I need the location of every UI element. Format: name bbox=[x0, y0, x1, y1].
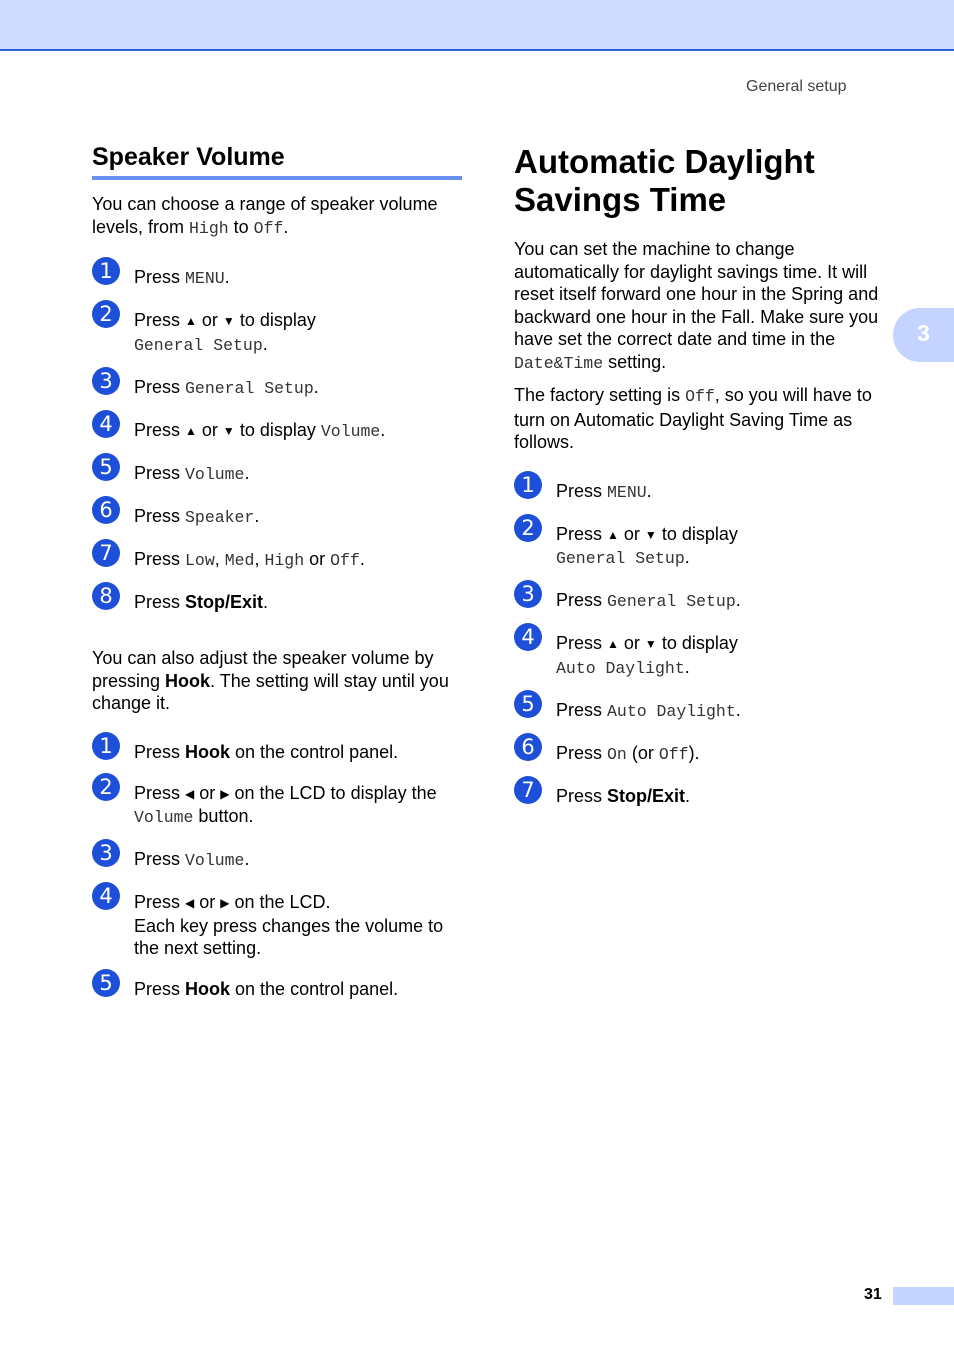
speaker-volume-section bbox=[92, 143, 462, 1019]
step-number-icon: 5 bbox=[92, 453, 120, 481]
right-arrow-icon: ▶ bbox=[220, 786, 230, 801]
chapter-tab: 3 bbox=[893, 308, 954, 362]
speaker-volume-intro: You can choose a range of speaker volume levels, from High to Off. bbox=[92, 194, 438, 238]
up-arrow-icon: ▲ bbox=[607, 527, 619, 542]
step-number-icon: 2 bbox=[514, 514, 542, 542]
down-arrow-icon: ▼ bbox=[644, 637, 657, 651]
step-number-icon: 1 bbox=[514, 471, 542, 499]
step-item: 7 Press Low, Med, High or Off. bbox=[92, 548, 462, 573]
page-number-tab bbox=[893, 1287, 954, 1305]
step-item: 5 Press Hook on the control panel. bbox=[92, 978, 462, 1001]
step-number-icon: 6 bbox=[514, 733, 542, 761]
step-item: 4 Press ◀ or ▶ on the LCD. Each key press changes the volume to the next setting. bbox=[92, 891, 462, 960]
step-number-icon: 3 bbox=[92, 839, 120, 867]
step-item: 3 Press General Setup. bbox=[92, 376, 462, 401]
step-number-icon: 1 bbox=[92, 732, 120, 760]
step-number-icon: 2 bbox=[92, 300, 120, 328]
step-item: 2 Press ▲ or ▼ to display General Setup. bbox=[514, 523, 882, 571]
step-number-icon: 2 bbox=[92, 773, 120, 801]
up-arrow-icon: ▲ bbox=[607, 637, 619, 651]
step-item: 4 Press ▲ or ▼ to display Auto Daylight. bbox=[514, 632, 882, 680]
page-number: 31 bbox=[864, 1286, 882, 1303]
daylight-intro: You can set the machine to change automatically for daylight savings time. It will reset itself forward one hour in the Spring and backward one hour in the Fall. Make sure you have set the correct date and time in the Date&Time setting. bbox=[514, 239, 879, 373]
running-header: General setup bbox=[746, 78, 847, 95]
step-item: 8 Press Stop/Exit. bbox=[92, 591, 462, 614]
step-item: 1 Press Hook on the control panel. bbox=[92, 741, 462, 764]
down-arrow-icon: ▼ bbox=[644, 527, 657, 542]
left-arrow-icon: ◀ bbox=[185, 896, 195, 910]
step-item: 6 Press Speaker. bbox=[92, 505, 462, 530]
daylight-factory-note: The factory setting is Off, so you will have to turn on Automatic Daylight Saving Time as follows. bbox=[514, 385, 872, 452]
step-number-icon: 8 bbox=[92, 582, 120, 610]
step-item: 5 Press Auto Daylight. bbox=[514, 699, 882, 724]
step-number-icon: 7 bbox=[92, 539, 120, 567]
step-item: 7 Press Stop/Exit. bbox=[514, 785, 882, 808]
step-number-icon: 3 bbox=[514, 580, 542, 608]
step-item: 1 Press MENU. bbox=[92, 266, 462, 291]
step-item: 2 Press ◀ or ▶ on the LCD to display the Volume button. bbox=[92, 782, 462, 830]
step-item: 5 Press Volume. bbox=[92, 462, 462, 487]
speaker-volume-heading: Speaker Volume bbox=[92, 143, 462, 180]
step-number-icon: 4 bbox=[92, 882, 120, 910]
hook-intro: You can also adjust the speaker volume by pressing Hook. The setting will stay until you change it. bbox=[92, 648, 449, 713]
daylight-savings-section bbox=[514, 143, 882, 826]
step-number-icon: 6 bbox=[92, 496, 120, 524]
step-number-icon: 5 bbox=[514, 690, 542, 718]
left-arrow-icon: ◀ bbox=[185, 786, 195, 801]
step-item: 2 Press ▲ or ▼ to display General Setup. bbox=[92, 309, 462, 357]
step-number-icon: 1 bbox=[92, 257, 120, 285]
step-item: 6 Press On (or Off). bbox=[514, 742, 882, 767]
step-number-icon: 3 bbox=[92, 367, 120, 395]
step-number-icon: 5 bbox=[92, 969, 120, 997]
step-item: 3 Press Volume. bbox=[92, 848, 462, 873]
step-item: 4 Press ▲ or ▼ to display Volume. bbox=[92, 419, 462, 444]
step-item: 3 Press General Setup. bbox=[514, 589, 882, 614]
step-number-icon: 7 bbox=[514, 776, 542, 804]
down-arrow-icon: ▼ bbox=[222, 314, 235, 328]
daylight-steps bbox=[514, 472, 882, 808]
hook-steps bbox=[92, 733, 462, 1001]
step-item: 1 Press MENU. bbox=[514, 480, 882, 505]
header-band bbox=[0, 0, 954, 51]
up-arrow-icon: ▲ bbox=[185, 314, 197, 328]
up-arrow-icon: ▲ bbox=[185, 423, 197, 438]
right-arrow-icon: ▶ bbox=[220, 896, 230, 910]
speaker-volume-steps bbox=[92, 259, 462, 613]
down-arrow-icon: ▼ bbox=[222, 423, 235, 438]
daylight-savings-heading: Automatic Daylight Savings Time bbox=[514, 143, 815, 218]
step-number-icon: 4 bbox=[514, 623, 542, 651]
step-number-icon: 4 bbox=[92, 410, 120, 438]
